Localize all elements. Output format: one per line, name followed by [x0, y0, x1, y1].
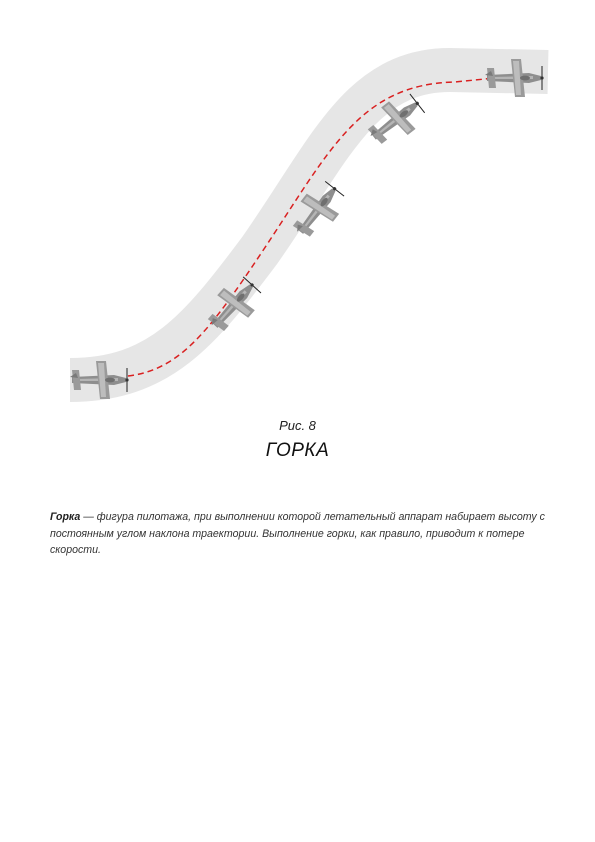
pilotage-diagram	[0, 0, 595, 410]
description-text: — фигура пилотажа, при выполнении которой летательный аппарат набирает высоту с постоянным углом наклона траектории. Выполнение горки, как правило, приводит к потере скорости.	[50, 511, 545, 556]
description-paragraph	[50, 509, 550, 559]
figure-title: ГОРКА	[265, 440, 330, 461]
figure-number: Рис. 8	[279, 418, 316, 433]
description-term: Горка	[50, 511, 81, 523]
